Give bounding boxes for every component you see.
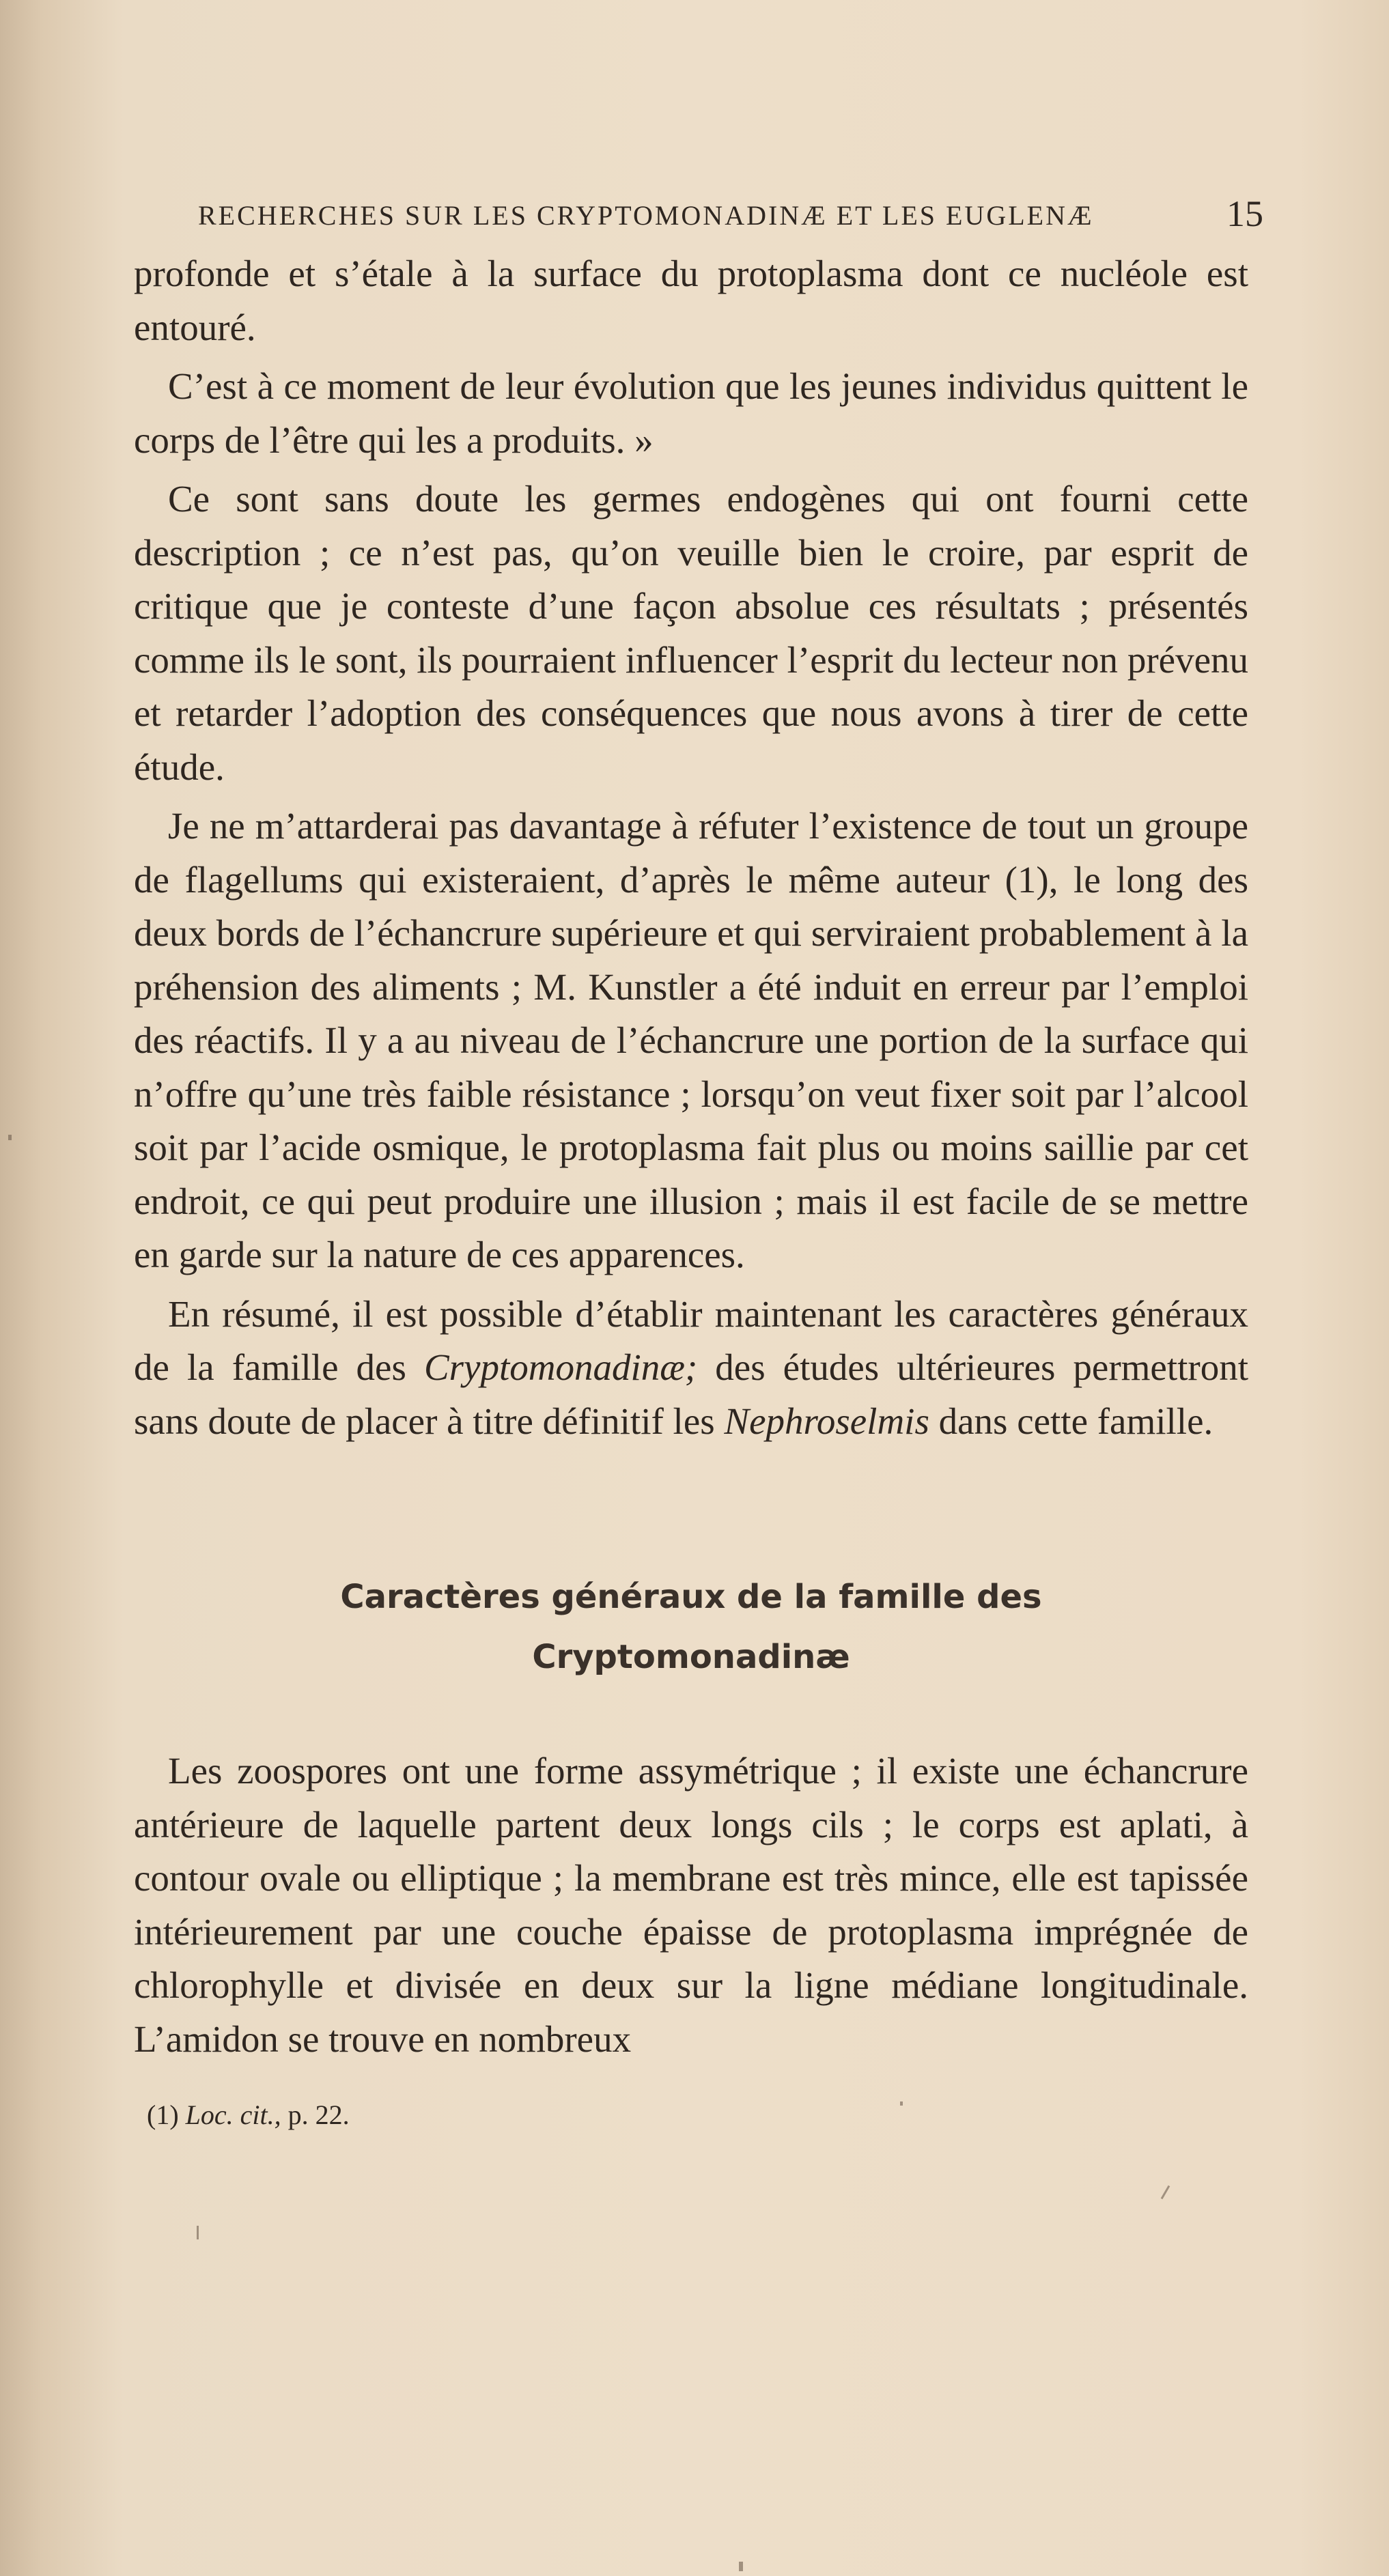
paragraph-continued: profonde et s’étale à la surface du protoplasma dont ce nucléole est entouré. bbox=[134, 253, 1248, 348]
paper-speck bbox=[900, 2101, 903, 2106]
paper-speck bbox=[8, 1135, 12, 1140]
section-paragraph: Les zoospores ont une forme assymétrique ; il existe une échancrure antérieure de laquelle partent deux longs cils ; le corps est aplati, à contour ovale ou elliptique ; la membrane est très mince, elle est tapissée intérieurement par une couche épaisse de protoplasma imprégnée de chlorophylle et divisée en deux sur la ligne médiane longitudinale. L’amidon se trouve en nombreux bbox=[134, 1750, 1248, 2060]
taxon-cryptomonadinae: Cryptomonadinæ; bbox=[423, 1346, 698, 1388]
paragraph: C’est à ce moment de leur évolution que les jeunes individus quittent le corps de l’être qui les a produits. » bbox=[134, 365, 1248, 461]
summary-text-1: En résumé, il est possible d’établir maintenant les caractères généraux de la famille des bbox=[134, 1292, 1248, 1388]
footnote-citation: Loc. cit., bbox=[185, 2099, 281, 2130]
paragraph: Ce sont sans doute les germes endogènes qui ont fourni cette description ; ce n’est pas, qu’on veuille bien le croire, par esprit de critique que je conteste d’une façon absolue ces résultats ; présentés comme ils le sont, ils pourraient influencer l’esprit du lecteur non prévenu et retarder l’adoption des conséquences que nous avons à tirer de cette étude. bbox=[134, 478, 1248, 788]
footnote-marker: (1) bbox=[147, 2099, 179, 2130]
body-text bbox=[134, 247, 1248, 1448]
footnote bbox=[147, 2096, 350, 2134]
footnote-page: p. 22. bbox=[287, 2099, 350, 2130]
taxon-nephroselmis: Nephroselmis bbox=[724, 1400, 929, 1442]
section-heading bbox=[134, 1567, 1248, 1687]
paper-speck bbox=[197, 2226, 199, 2239]
section-heading-line-1: Caractères généraux de la famille des bbox=[340, 1578, 1042, 1616]
section-body bbox=[134, 1744, 1248, 2066]
paragraph: Je ne m’attarderai pas davantage à réfuter l’existence de tout un groupe de flagellums qui existeraient, d’après le même auteur (1), le long des deux bords de l’échancrure supérieure et qui serviraient probablement à la préhension des aliments ; M. Kunstler a été induit en erreur par l’emploi des réactifs. Il y a au niveau de l’échancrure une portion de la surface qui n’offre qu’une très faible résistance ; lorsqu’on veut fixer soit par l’alcool soit par l’acide osmique, le protoplasma fait plus ou moins saillie par cet endroit, ce qui peut produire une illusion ; mais il est facile de se mettre en garde sur la nature de ces apparences. bbox=[134, 805, 1248, 1275]
summary-text-3: dans cette famille. bbox=[929, 1400, 1213, 1442]
summary-text-2: des études ultérieures permettront sans doute de placer à titre définitif les bbox=[134, 1346, 1249, 1442]
running-head-title: RECHERCHES SUR LES CRYPTOMONADINÆ ET LES EUGLENÆ bbox=[198, 200, 1094, 231]
section-heading-line-2: Cryptomonadinæ bbox=[532, 1638, 850, 1676]
paragraph-summary bbox=[134, 1288, 1248, 1449]
paper-speck bbox=[1161, 2185, 1170, 2200]
paper-speck bbox=[739, 2562, 743, 2571]
running-head bbox=[198, 193, 1263, 247]
page-number: 15 bbox=[1226, 193, 1263, 234]
